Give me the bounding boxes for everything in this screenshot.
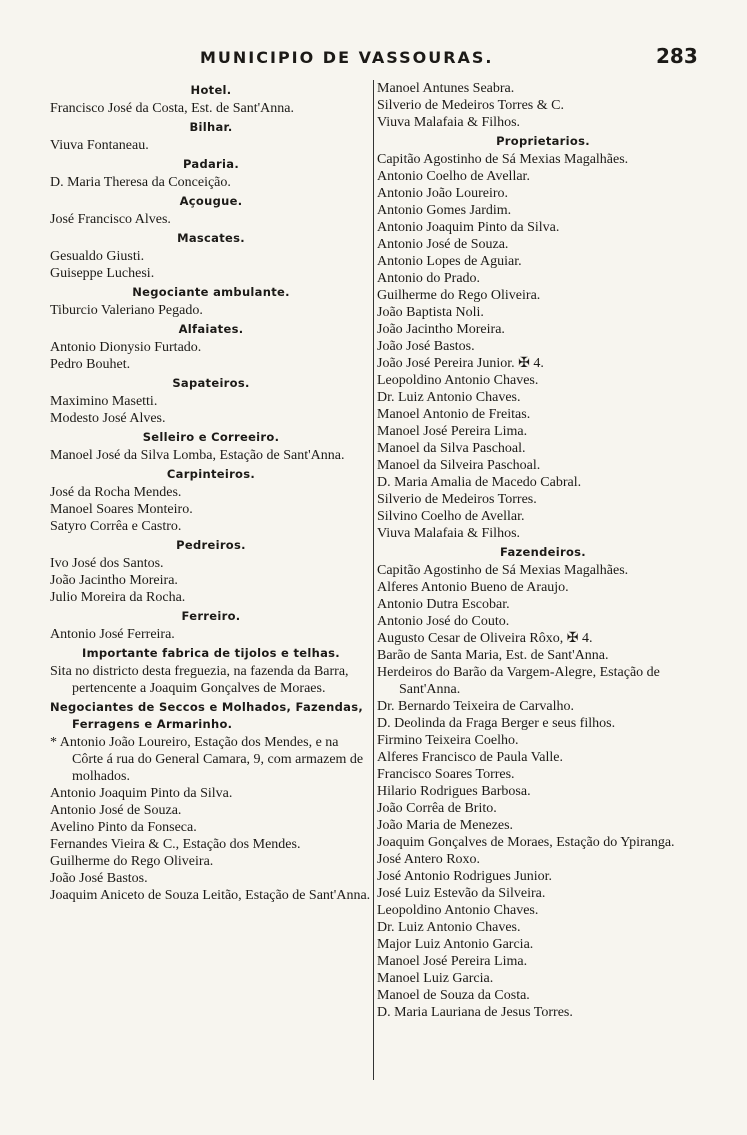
section-heading: Mascates.	[177, 231, 245, 245]
directory-entry: Joaquim Gonçalves de Moraes, Estação do Ypiranga.	[377, 835, 675, 850]
directory-entry: Gesualdo Giusti.	[50, 249, 145, 264]
directory-entry: João Corrêa de Brito.	[377, 801, 497, 816]
section-heading: Importante fabrica de tijolos e telhas.	[82, 646, 340, 660]
directory-entry: Maximino Masetti.	[50, 394, 158, 409]
directory-entry: Manoel Luiz Garcia.	[377, 971, 494, 986]
directory-entry: Firmino Teixeira Coelho.	[377, 733, 519, 748]
directory-entry: Manoel de Souza da Costa.	[377, 988, 530, 1003]
directory-entry: Antonio Dionysio Furtado.	[50, 340, 202, 355]
directory-entry: João Jacintho Moreira.	[377, 322, 505, 337]
directory-entry: Major Luiz Antonio Garcia.	[377, 937, 534, 952]
section-heading: Fazendeiros.	[500, 545, 586, 559]
section-heading: Selleiro e Correeiro.	[142, 430, 280, 444]
section-heading: Açougue.	[179, 194, 243, 208]
directory-entry: José Antonio Rodrigues Junior.	[377, 869, 553, 884]
section-heading: Hotel.	[190, 83, 232, 97]
directory-entry: Antonio Dutra Escobar.	[377, 597, 510, 612]
directory-entry: Antonio Coelho de Avellar.	[377, 169, 530, 184]
directory-entry: Antonio José Ferreira.	[50, 627, 175, 642]
directory-entry: João Maria de Menezes.	[377, 818, 514, 833]
directory-entry: Tiburcio Valeriano Pegado.	[50, 303, 203, 318]
directory-entry: D. Maria Lauriana de Jesus Torres.	[377, 1005, 573, 1020]
directory-entry: Antonio Lopes de Aguiar.	[377, 254, 522, 269]
running-title: MUNICIPIO DE VASSOURAS.	[200, 48, 494, 67]
directory-entry: Alferes Francisco de Paula Valle.	[377, 750, 563, 765]
directory-entry: Manoel Antunes Seabra.	[377, 81, 515, 96]
section-heading: Carpinteiros.	[166, 467, 256, 481]
directory-entry: Francisco José da Costa, Est. de Sant'Anna.	[50, 101, 294, 116]
directory-entry: Antonio Joaquim Pinto da Silva.	[377, 220, 560, 235]
directory-entry: João José Pereira Junior. ✠ 4.	[377, 356, 544, 371]
directory-entry: Avelino Pinto da Fonseca.	[50, 820, 197, 835]
directory-entry: Hilario Rodrigues Barbosa.	[377, 784, 531, 799]
directory-entry: Leopoldino Antonio Chaves.	[377, 373, 539, 388]
directory-entry: Manoel Antonio de Freitas.	[377, 407, 531, 422]
directory-entry: Antonio Gomes Jardim.	[377, 203, 512, 218]
section-heading: Padaria.	[182, 157, 239, 171]
directory-entry: José Francisco Alves.	[50, 212, 171, 227]
directory-entry: Viuva Malafaia & Filhos.	[377, 526, 521, 541]
directory-entry: José Antero Roxo.	[377, 852, 481, 867]
directory-entry: Modesto José Alves.	[50, 411, 166, 426]
section-heading: Alfaiates.	[178, 322, 244, 336]
directory-entry: Antonio José do Couto.	[377, 614, 510, 629]
directory-entry: Manoel José Pereira Lima.	[377, 424, 528, 439]
directory-entry: D. Deolinda da Fraga Berger e seus filhos.	[377, 716, 616, 731]
directory-entry: Dr. Bernardo Teixeira de Carvalho.	[377, 699, 575, 714]
section-heading: Ferreiro.	[181, 609, 241, 623]
directory-entry: Manoel José Pereira Lima.	[377, 954, 528, 969]
directory-entry: Leopoldino Antonio Chaves.	[377, 903, 539, 918]
directory-entry: Dr. Luiz Antonio Chaves.	[377, 920, 521, 935]
directory-entry: Sita no districto desta freguezia, na fazenda da Barra, pertencente a Joaquim Gonçalves de Moraes.	[50, 664, 349, 696]
directory-entry: Augusto Cesar de Oliveira Rôxo, ✠ 4.	[377, 631, 593, 646]
directory-entry: Antonio Joaquim Pinto da Silva.	[50, 786, 233, 801]
directory-entry: Pedro Bouhet.	[50, 357, 131, 372]
directory-entry: Julio Moreira da Rocha.	[50, 590, 186, 605]
directory-entry: José da Rocha Mendes.	[50, 485, 182, 500]
page-header	[0, 42, 747, 68]
directory-entry: João Jacintho Moreira.	[50, 573, 178, 588]
directory-entry: Manoel Soares Monteiro.	[50, 502, 193, 517]
directory-entry: Silverio de Medeiros Torres.	[377, 492, 537, 507]
directory-entry: Antonio José de Souza.	[377, 237, 509, 252]
directory-entry: Barão de Santa Maria, Est. de Sant'Anna.	[377, 648, 609, 663]
directory-entry: Fernandes Vieira & C., Estação dos Mendes.	[50, 837, 301, 852]
column-divider	[373, 80, 374, 1080]
directory-entry: Satyro Corrêa e Castro.	[50, 519, 182, 534]
directory-entry: Alferes Antonio Bueno de Araujo.	[377, 580, 569, 595]
section-heading: Negociantes de Seccos e Molhados, Fazendas, Ferragens e Armarinho.	[50, 700, 364, 731]
directory-entry: Capitão Agostinho de Sá Mexias Magalhães.	[377, 152, 629, 167]
directory-entry: Dr. Luiz Antonio Chaves.	[377, 390, 521, 405]
left-column	[50, 80, 372, 904]
directory-entry: João Baptista Noli.	[377, 305, 484, 320]
directory-entry: Antonio do Prado.	[377, 271, 481, 286]
section-heading: Bilhar.	[189, 120, 233, 134]
page-number: 283	[656, 44, 698, 68]
directory-entry: João José Bastos.	[377, 339, 475, 354]
directory-entry: José Luiz Estevão da Silveira.	[377, 886, 546, 901]
directory-entry: * Antonio João Loureiro, Estação dos Mendes, e na Côrte á rua do General Camara, 9, com armazem de molhados.	[50, 735, 364, 784]
directory-entry: Silvino Coelho de Avellar.	[377, 509, 525, 524]
directory-entry: Herdeiros do Barão da Vargem-Alegre, Estação de Sant'Anna.	[377, 665, 660, 697]
directory-entry: Viuva Fontaneau.	[50, 138, 149, 153]
directory-entry: Francisco Soares Torres.	[377, 767, 515, 782]
directory-entry: Antonio João Loureiro.	[377, 186, 509, 201]
directory-entry: João José Bastos.	[50, 871, 148, 886]
directory-entry: Manoel da Silva Paschoal.	[377, 441, 526, 456]
section-heading: Proprietarios.	[496, 134, 590, 148]
directory-entry: D. Maria Amalia de Macedo Cabral.	[377, 475, 582, 490]
directory-entry: Viuva Malafaia & Filhos.	[377, 115, 521, 130]
directory-entry: D. Maria Theresa da Conceição.	[50, 175, 231, 190]
directory-entry: Joaquim Aniceto de Souza Leitão, Estação de Sant'Anna.	[50, 888, 371, 903]
directory-entry: Manoel José da Silva Lomba, Estação de Sant'Anna.	[50, 448, 345, 463]
directory-entry: Silverio de Medeiros Torres & C.	[377, 98, 564, 113]
directory-entry: Guiseppe Luchesi.	[50, 266, 155, 281]
directory-entry: Antonio José de Souza.	[50, 803, 182, 818]
directory-entry: Guilherme do Rego Oliveira.	[377, 288, 541, 303]
directory-entry: Guilherme do Rego Oliveira.	[50, 854, 214, 869]
section-heading: Sapateiros.	[172, 376, 250, 390]
directory-entry: Capitão Agostinho de Sá Mexias Magalhães.	[377, 563, 629, 578]
directory-entry: Ivo José dos Santos.	[50, 556, 164, 571]
section-heading: Pedreiros.	[176, 538, 246, 552]
section-heading: Negociante ambulante.	[132, 285, 290, 299]
right-column	[377, 80, 709, 1021]
directory-entry: Manoel da Silveira Paschoal.	[377, 458, 541, 473]
